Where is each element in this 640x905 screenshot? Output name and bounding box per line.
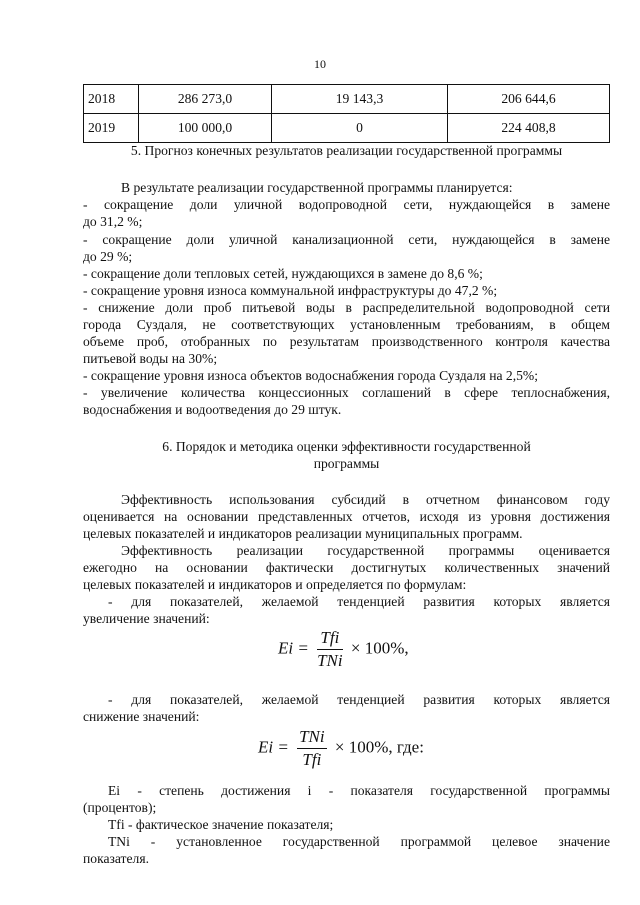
paragraph-line: Эффективность реализации государственной программы оценивается bbox=[121, 543, 610, 558]
paragraph-line: города Суздаля, не соответствующих установленным требованиям, в общем bbox=[83, 317, 610, 332]
paragraph-line: оценивается на основании представленных отчетов, исходя из уровня достижения bbox=[83, 509, 610, 524]
formula-fraction bbox=[297, 727, 327, 770]
definition-line: (процентов); bbox=[83, 800, 157, 815]
paragraph-line: В результате реализации государственной программы планируется: bbox=[121, 180, 513, 195]
paragraph-line: целевых показателей и индикаторов и определяется по формулам: bbox=[83, 577, 467, 592]
section-5-heading: 5. Прогноз конечных результатов реализации государственной программы bbox=[130, 143, 563, 158]
table-cell: 224 408,8 bbox=[448, 114, 610, 143]
formula-lhs: Ei = bbox=[278, 638, 309, 658]
table-row bbox=[84, 114, 610, 143]
table-cell-year: 2019 bbox=[84, 114, 139, 143]
list-item: - сокращение доли уличной канализационной сети, нуждающейся в замене bbox=[83, 232, 610, 247]
formula-denominator: TNi bbox=[317, 651, 343, 670]
definition-line: TNi - установленное государственной программой целевое значение bbox=[108, 834, 610, 849]
definition-line: Ei - степень достижения i - показателя государственной программы bbox=[108, 783, 610, 798]
list-item: - сокращение доли тепловых сетей, нуждающихся в замене до 8,6 %; bbox=[83, 266, 483, 281]
table-row bbox=[84, 85, 610, 114]
formula-lhs: Ei = bbox=[258, 737, 289, 757]
formula-fraction bbox=[317, 628, 343, 671]
formula-denominator: Tfi bbox=[302, 750, 322, 769]
paragraph-line: увеличение значений: bbox=[83, 611, 210, 626]
formula-numerator: TNi bbox=[297, 727, 327, 749]
list-item: - для показателей, желаемой тенденцией развития которых является bbox=[108, 594, 610, 609]
section-6-heading-cont: программы bbox=[313, 456, 380, 471]
table-cell: 100 000,0 bbox=[139, 114, 272, 143]
table-cell-year: 2018 bbox=[84, 85, 139, 114]
formula-decrease bbox=[258, 727, 424, 770]
paragraph-line: снижение значений: bbox=[83, 709, 200, 724]
paragraph-line: до 31,2 %; bbox=[83, 214, 143, 229]
list-item: - увеличение количества концессионных соглашений в сфере теплоснабжения, bbox=[83, 385, 610, 400]
paragraph-line: Эффективность использования субсидий в отчетном финансовом году bbox=[121, 492, 610, 507]
paragraph-line: объеме проб, отобранных по результатам производственного контроля качества bbox=[83, 334, 610, 349]
list-item: - снижение доли проб питьевой воды в распределительной водопроводной сети bbox=[83, 300, 610, 315]
list-item: - сокращение доли уличной водопроводной сети, нуждающейся в замене bbox=[83, 197, 610, 212]
definition-line: показателя. bbox=[83, 851, 149, 866]
paragraph-line: ежегодно на основании фактически достигнутых количественных значений bbox=[83, 560, 610, 575]
list-item: - сокращение уровня износа коммунальной инфраструктуры до 47,2 %; bbox=[83, 283, 498, 298]
definition-line: Tfi - фактическое значение показателя; bbox=[108, 817, 334, 832]
table-cell: 19 143,3 bbox=[272, 85, 448, 114]
formula-increase bbox=[278, 628, 409, 671]
list-item: - для показателей, желаемой тенденцией развития которых является bbox=[108, 692, 610, 707]
table-cell: 206 644,6 bbox=[448, 85, 610, 114]
table-cell: 286 273,0 bbox=[139, 85, 272, 114]
paragraph-line: питьевой воды на 30%; bbox=[83, 351, 218, 366]
page-number: 10 bbox=[314, 57, 326, 71]
table-cell: 0 bbox=[272, 114, 448, 143]
formula-numerator: Tfi bbox=[317, 628, 343, 650]
formula-rhs: × 100%, bbox=[350, 638, 409, 658]
formula-rhs: × 100%, где: bbox=[334, 737, 424, 757]
section-6-heading: 6. Порядок и методика оценки эффективности государственной bbox=[162, 439, 531, 454]
paragraph-line: до 29 %; bbox=[83, 249, 133, 264]
paragraph-line: водоснабжения и водоотведения до 29 штук. bbox=[83, 402, 342, 417]
list-item: - сокращение уровня износа объектов водоснабжения города Суздаля на 2,5%; bbox=[83, 368, 539, 383]
funding-table bbox=[83, 84, 610, 143]
paragraph-line: целевых показателей и индикаторов реализации муниципальных программ. bbox=[83, 526, 523, 541]
